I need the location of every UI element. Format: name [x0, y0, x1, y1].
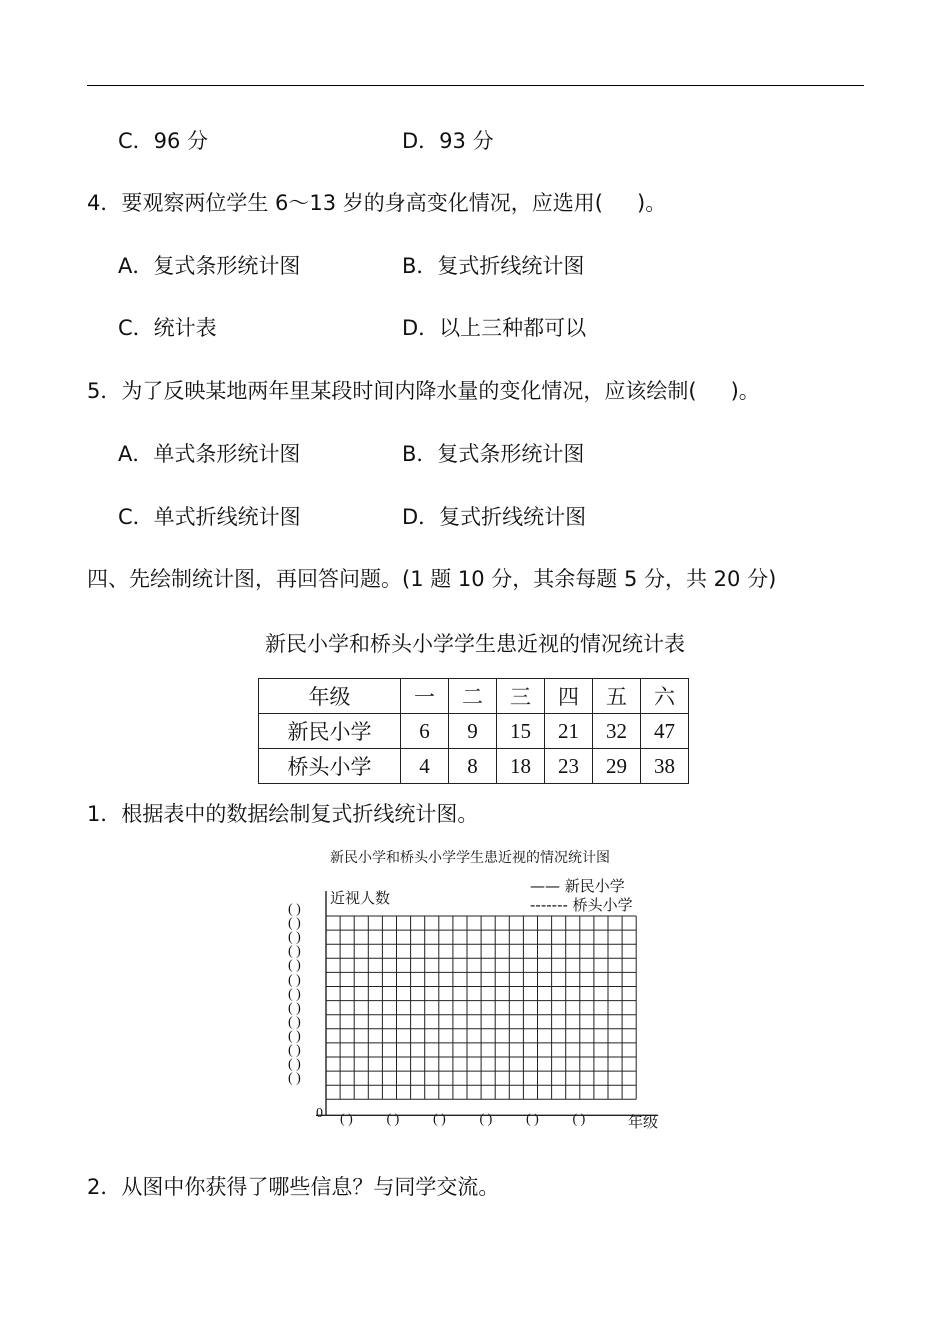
value-cell: 18 [497, 749, 545, 784]
value-cell: 32 [593, 714, 641, 749]
y-value-blank[interactable]: ( ) [288, 902, 301, 917]
value-cell: 29 [593, 749, 641, 784]
x-grade-blank[interactable]: ( ) [479, 1112, 493, 1127]
x-grade-blank[interactable]: ( ) [526, 1112, 539, 1127]
y-value-blank[interactable]: ( ) [288, 1014, 301, 1030]
blank-line-chart[interactable] [270, 843, 670, 1143]
q4-option-c: C．统计表 [118, 316, 217, 340]
y-value-blank[interactable]: ( ) [288, 1000, 301, 1016]
q4-option-a: A．复式条形统计图 [118, 254, 301, 278]
table-header-label: 年级 [259, 679, 401, 714]
q5-text: 5．为了反映某地两年里某段时间内降水量的变化情况，应该绘制( [87, 379, 697, 403]
legend-dashed-marker: ------- [530, 896, 568, 914]
row-label: 桥头小学 [259, 749, 401, 784]
grade-cell: 六 [641, 679, 689, 714]
table-row [259, 749, 689, 784]
x-grade-blank[interactable]: ( ) [340, 1112, 353, 1127]
table-row [259, 714, 689, 749]
y-value-blank[interactable]: ( ) [288, 930, 301, 946]
chart-x-axis-label: 年级 [628, 1113, 659, 1131]
section-4-heading: 四、先绘制统计图，再回答问题。(1 题 10 分，其余每题 5 分，共 20 分) [87, 567, 777, 591]
legend-label: 新民小学 [564, 877, 625, 895]
table-header-row [259, 679, 689, 714]
q3-option-d: D．93 分 [402, 129, 494, 153]
q5-suffix: )。 [730, 379, 760, 403]
q4-text: 4．要观察两位学生 6～13 岁的身高变化情况，应选用( [87, 191, 603, 215]
y-value-blank[interactable]: ( ) [288, 1057, 301, 1073]
table-title: 新民小学和桥头小学学生患近视的情况统计表 [265, 632, 685, 656]
legend-solid-marker: —— [530, 877, 560, 895]
y-value-blank[interactable]: ( ) [288, 986, 301, 1002]
q4-suffix: )。 [637, 191, 667, 215]
value-cell: 23 [545, 749, 593, 784]
grade-cell: 一 [401, 679, 449, 714]
grade-cell: 二 [449, 679, 497, 714]
q4-option-d: D．以上三种都可以 [402, 316, 587, 340]
q5-option-c: C．单式折线统计图 [118, 505, 301, 529]
q5-option-b: B．复式条形统计图 [402, 442, 585, 466]
y-value-blank[interactable]: ( ) [288, 1043, 301, 1058]
x-grade-blank[interactable]: ( ) [386, 1112, 400, 1127]
grade-cell: 四 [545, 679, 593, 714]
question-4 [87, 190, 666, 216]
value-cell: 15 [497, 714, 545, 749]
legend-item-xinmin [530, 875, 625, 896]
value-cell: 8 [449, 749, 497, 784]
q5-option-a: A．单式条形统计图 [118, 442, 301, 466]
myopia-table [258, 678, 689, 784]
value-cell: 47 [641, 714, 689, 749]
y-value-blank[interactable]: ( ) [288, 972, 301, 988]
value-cell: 38 [641, 749, 689, 784]
y-value-blank[interactable]: ( ) [288, 958, 301, 974]
row-label: 新民小学 [259, 714, 401, 749]
value-cell: 9 [449, 714, 497, 749]
value-cell: 6 [401, 714, 449, 749]
y-value-blank[interactable]: ( ) [288, 916, 301, 932]
sub-question-2: 2．从图中你获得了哪些信息？与同学交流。 [87, 1175, 500, 1199]
legend-item-qiaotou [530, 894, 633, 915]
q4-option-b: B．复式折线统计图 [402, 254, 585, 278]
value-cell: 4 [401, 749, 449, 784]
x-grade-blank[interactable]: ( ) [433, 1112, 446, 1127]
x-grade-blank[interactable]: ( ) [572, 1112, 586, 1127]
q3-option-c: C．96 分 [118, 129, 209, 153]
y-value-blank[interactable]: ( ) [288, 1071, 301, 1087]
y-value-blank[interactable]: ( ) [288, 944, 301, 960]
value-cell: 21 [545, 714, 593, 749]
chart-y-axis-label: 近视人数 [330, 889, 391, 907]
sub-question-1: 1．根据表中的数据绘制复式折线统计图。 [87, 802, 479, 826]
chart-title: 新民小学和桥头小学学生患近视的情况统计图 [330, 850, 610, 866]
grade-cell: 五 [593, 679, 641, 714]
grade-cell: 三 [497, 679, 545, 714]
legend-label: 桥头小学 [572, 896, 633, 914]
chart-origin-label: 0 [316, 1106, 323, 1121]
y-value-blank[interactable]: ( ) [288, 1028, 301, 1044]
q5-option-d: D．复式折线统计图 [402, 505, 587, 529]
question-5 [87, 378, 760, 404]
top-rule [87, 85, 864, 86]
